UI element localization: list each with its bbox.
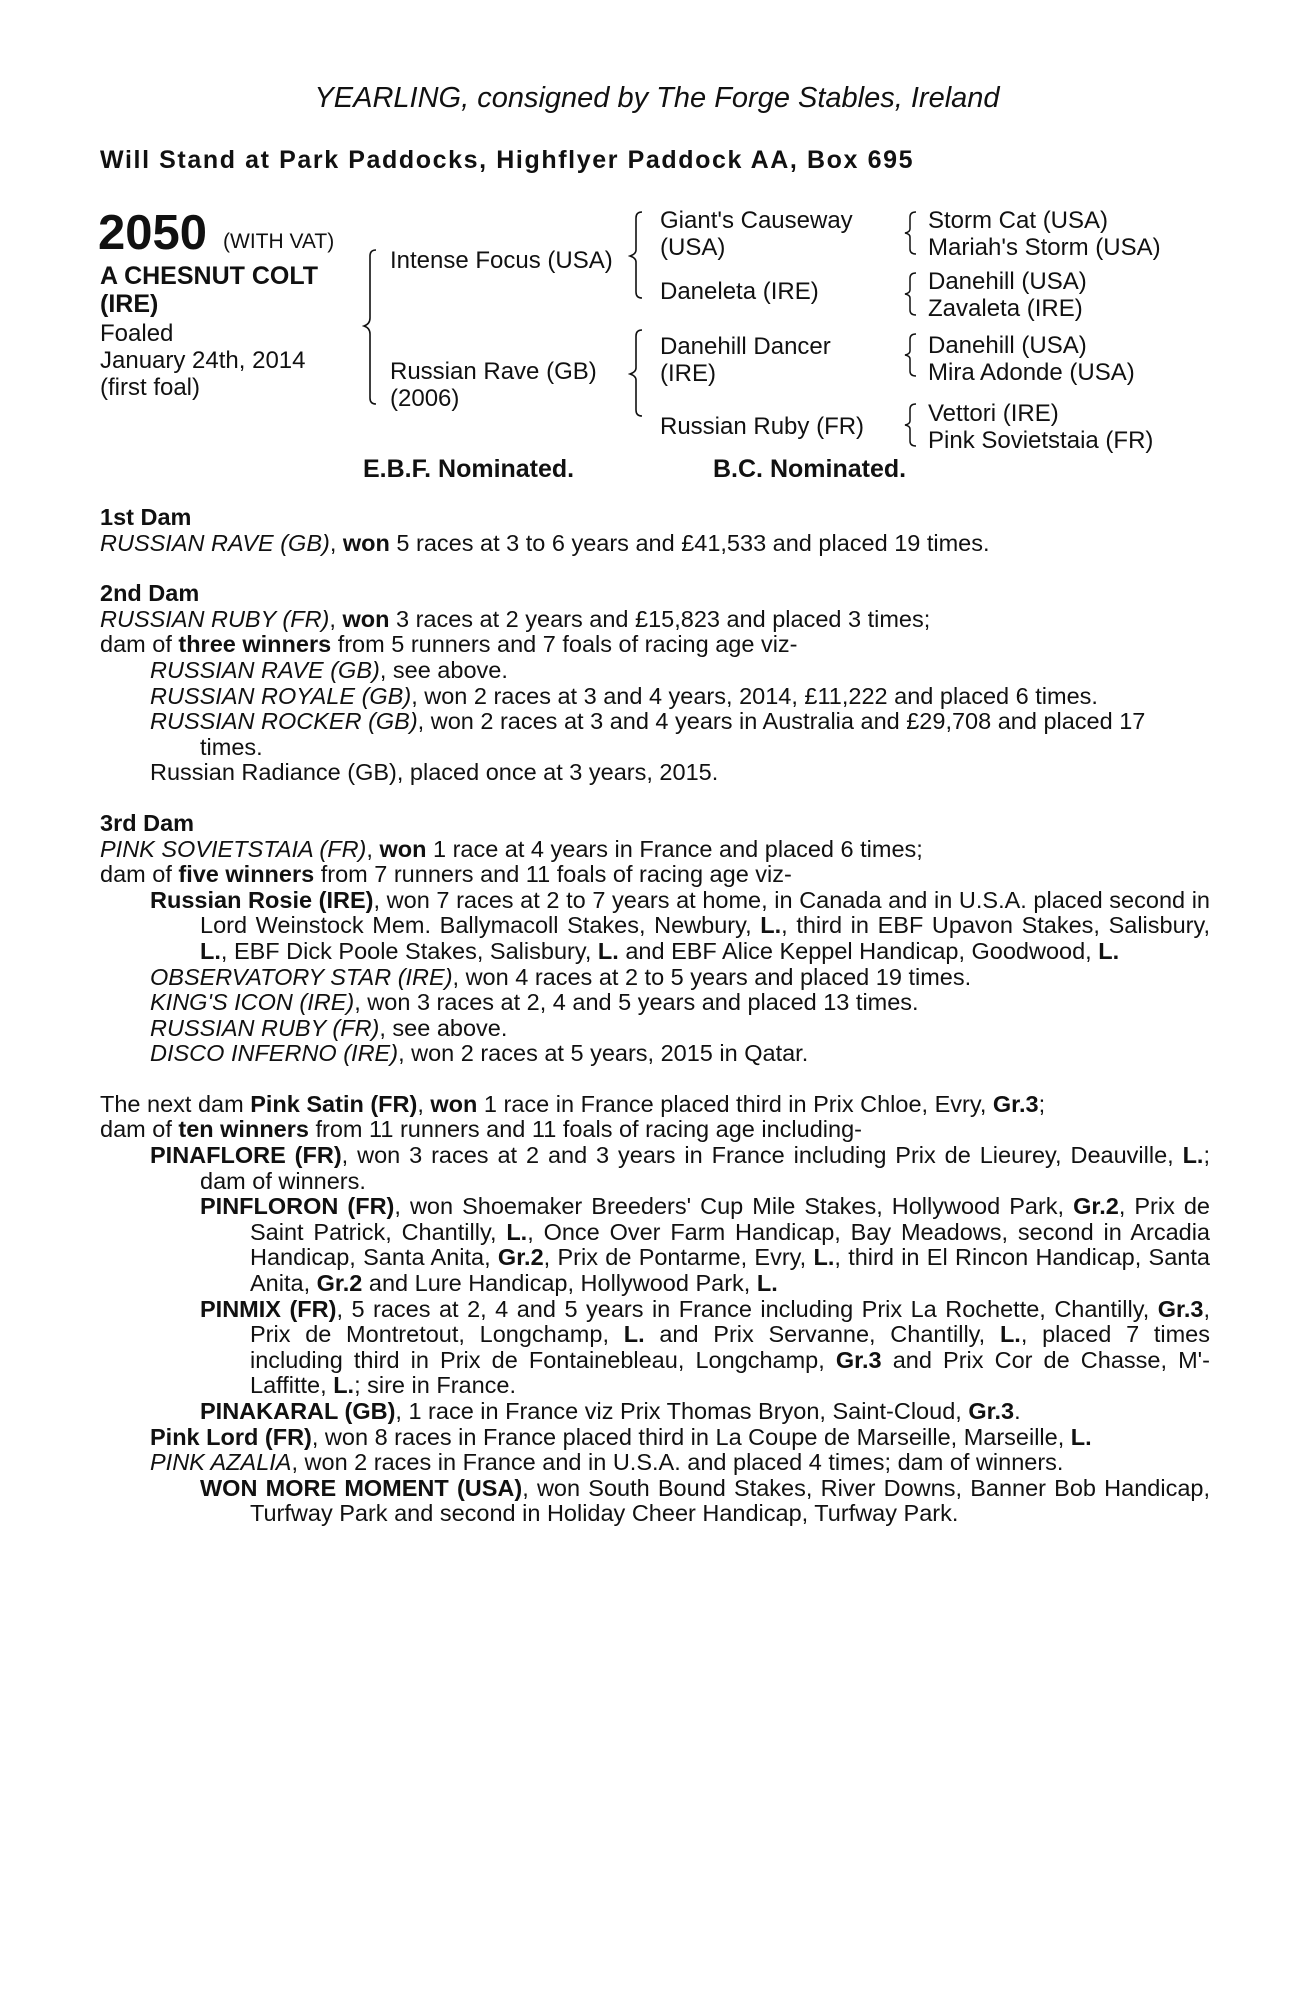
produce-entry: PINAKARAL (GB), 1 race in France viz Prix Thomas Bryon, Saint-Cloud, Gr.3.	[200, 1398, 1021, 1424]
consignor-title: YEARLING, consigned by The Forge Stables, Ireland	[314, 82, 1000, 114]
third-dam-text: PINK SOVIETSTAIA (FR), won 1 race at 4 years in France and placed 6 times;	[100, 835, 923, 862]
produce-entry: KING'S ICON (IRE), won 3 races at 2, 4 and 5 years and placed 13 times.	[150, 989, 919, 1016]
third-dam-heading: 3rd Dam	[100, 809, 195, 836]
second-dam-text: RUSSIAN RUBY (FR), won 3 races at 2 years and £15,823 and placed 3 times;	[100, 605, 931, 632]
gen3-sdd: Zavaleta (IRE)	[928, 295, 1083, 322]
produce-entry: RUSSIAN ROCKER (GB), won 2 races at 3 and 4 years in Australia and £29,708 and placed 17 times.	[150, 708, 1146, 760]
produce-entry: Pink Lord (FR), won 8 races in France placed third in La Coupe de Marseille, Marseille, L.	[150, 1423, 1092, 1450]
sire-sire	[660, 207, 853, 261]
ebf-nominated: E.B.F. Nominated.	[363, 455, 575, 483]
foaled-info	[100, 320, 306, 401]
third-dam-produce-summary: dam of five winners from 7 runners and 11 foals of racing age viz-	[100, 861, 792, 888]
produce-entry: Russian Radiance (GB), placed once at 3 years, 2015.	[150, 759, 719, 786]
dam-line-brace	[628, 328, 648, 420]
gen3-sss: Storm Cat (USA)	[928, 207, 1109, 234]
ds-brace	[903, 332, 921, 378]
gen3-ddd: Pink Sovietstaia (FR)	[928, 427, 1154, 454]
dam-dam: Russian Ruby (FR)	[660, 413, 865, 440]
gen3-ss	[928, 207, 1161, 261]
sire-dam: Daneleta (IRE)	[660, 278, 819, 305]
stand-location: Will Stand at Park Paddocks, Highflyer Paddock AA, Box 695	[100, 146, 915, 174]
bc-nominated: B.C. Nominated.	[713, 455, 907, 483]
dam-year: (2006)	[390, 385, 460, 412]
produce-entry: RUSSIAN RAVE (GB), see above.	[150, 656, 508, 683]
sire-sire-line-2: (USA)	[660, 234, 726, 261]
dam-name: Russian Rave (GB)	[390, 358, 597, 385]
produce-entry: PINFLORON (FR), won Shoemaker Breeders' Cup Mile Stakes, Hollywood Park, Gr.2, Prix de Saint Patrick, Chantilly, L., Once Over Farm Handicap, Bay Meadows, second in Arcadia Handicap, Santa Anita, Gr.2, Prix de Pontarme, Evry, L., third in El Rincon Handicap, Santa Anita, Gr.2 and Lure Handicap, Hollywood Park, L.	[200, 1193, 1210, 1297]
vat-note: (WITH VAT)	[223, 230, 335, 253]
produce-entry: RUSSIAN RUBY (FR), see above.	[150, 1014, 508, 1041]
produce-entry: OBSERVATORY STAR (IRE), won 4 races at 2 to 5 years and placed 19 times.	[150, 963, 972, 990]
gen3-dd	[928, 400, 1153, 454]
produce-entry: WON MORE MOMENT (USA), won South Bound Stakes, River Downs, Banner Bob Handicap, Turfway Park and second in Holiday Cheer Handicap, Turfway Park.	[200, 1474, 1211, 1527]
sire: Intense Focus (USA)	[390, 247, 613, 274]
sire-dam-brace	[362, 248, 382, 408]
second-dam-produce-summary: dam of three winners from 5 runners and 7 foals of racing age viz-	[100, 631, 798, 658]
lot-number: 2050	[98, 206, 208, 260]
produce-entry: DISCO INFERNO (IRE), won 2 races at 5 years, 2015 in Qatar.	[150, 1040, 809, 1067]
sd-brace	[903, 271, 921, 317]
sire-sire-line-1: Giant's Causeway	[660, 207, 853, 234]
gen3-ssd: Mariah's Storm (USA)	[928, 234, 1161, 261]
produce-entry: PINMIX (FR), 5 races at 2, 4 and 5 years in France including Prix La Rochette, Chantilly, Gr.3, Prix de Montretout, Longchamp, L. and Prix Servanne, Chantilly, L., placed 7 times including third in Prix de Fontainebleau, Longchamp, Gr.3 and Prix Cor de Chasse, M'-Laffitte, L.; sire in France.	[200, 1295, 1211, 1399]
gen3-dss: Danehill (USA)	[928, 332, 1087, 359]
foaled-label: Foaled	[100, 320, 174, 347]
gen3-sd	[928, 268, 1087, 322]
foaled-date: January 24th, 2014	[100, 347, 306, 374]
ss-brace	[903, 210, 921, 256]
horse-description-line-1: A CHESNUT COLT	[100, 262, 319, 290]
dam-sire	[660, 333, 831, 387]
gen3-dsd: Mira Adonde (USA)	[928, 359, 1135, 386]
first-dam-heading: 1st Dam	[100, 504, 192, 530]
dam-sire-line-2: (IRE)	[660, 360, 716, 387]
horse-description	[100, 262, 318, 318]
dam-sire-line-1: Danehill Dancer	[660, 333, 831, 360]
sire-line-brace	[628, 210, 648, 302]
second-dam-heading: 2nd Dam	[100, 580, 200, 607]
dd-brace	[903, 402, 921, 448]
produce-entry: RUSSIAN ROYALE (GB), won 2 races at 3 and 4 years, 2014, £11,222 and placed 6 times.	[150, 682, 1098, 709]
first-dam-text: RUSSIAN RAVE (GB), won 5 races at 3 to 6 years and £41,533 and placed 19 times.	[100, 529, 990, 556]
catalogue-body	[100, 505, 1210, 1527]
produce-entry: PINAFLORE (FR), won 3 races at 2 and 3 years in France including Prix de Lieurey, Deauville, L.; dam of winners.	[150, 1142, 1210, 1194]
produce-entry: Russian Rosie (IRE), won 7 races at 2 to 7 years at home, in Canada and in U.S.A. placed second in Lord Weinstock Mem. Ballymacoll Stakes, Newbury, L., third in EBF Upavon Stakes, Salisbury, L., EBF Dick Poole Stakes, Salisbury, L. and EBF Alice Keppel Handicap, Goodwood, L.	[150, 886, 1211, 964]
gen3-sds: Danehill (USA)	[928, 268, 1087, 295]
foal-note: (first foal)	[100, 374, 201, 401]
gen3-ds	[928, 332, 1135, 386]
gen3-dds: Vettori (IRE)	[928, 400, 1059, 427]
next-dam-produce-summary: dam of ten winners from 11 runners and 11 foals of racing age including-	[100, 1116, 862, 1143]
produce-entry: PINK AZALIA, won 2 races in France and in U.S.A. and placed 4 times; dam of winners.	[150, 1449, 1064, 1476]
horse-description-line-2: (IRE)	[100, 290, 159, 318]
next-dam-text: The next dam Pink Satin (FR), won 1 race in France placed third in Prix Chloe, Evry, Gr.3;	[100, 1090, 1046, 1117]
dam	[390, 358, 597, 412]
